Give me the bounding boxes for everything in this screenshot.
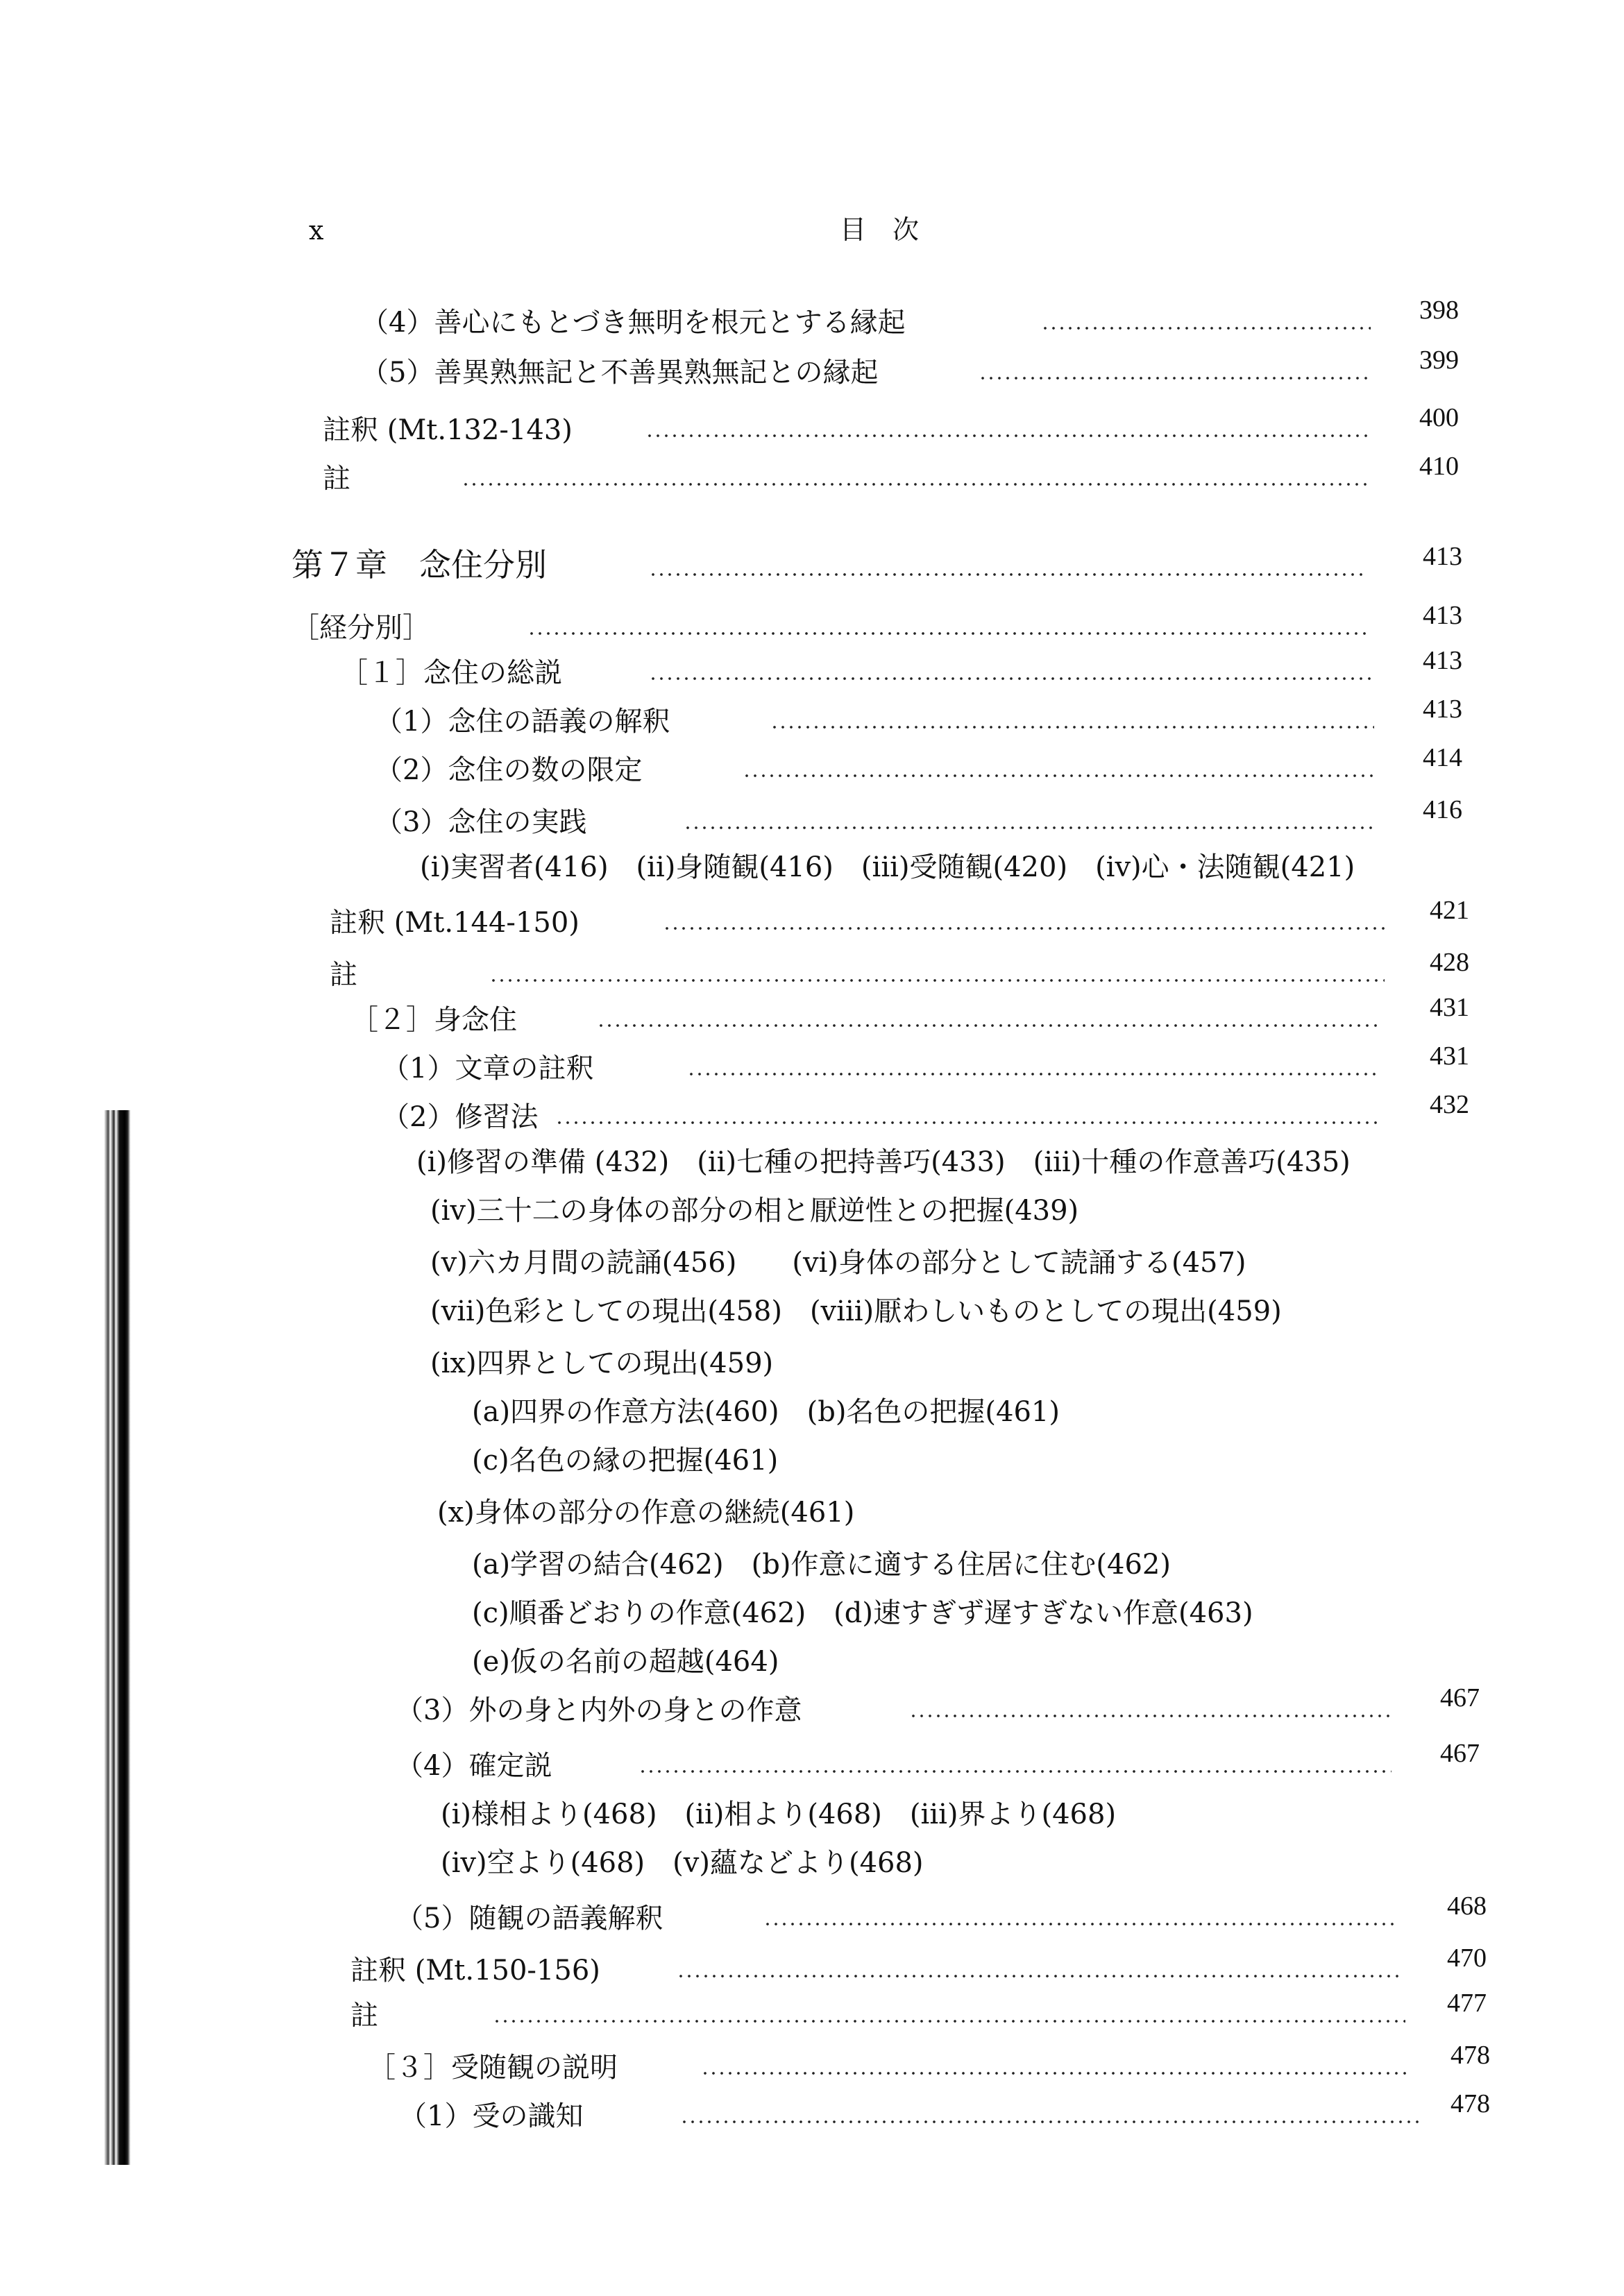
toc-entry — [0, 948, 1624, 992]
toc-entry-page: 478 — [1450, 2089, 1490, 2118]
dot-leader — [1041, 326, 1371, 330]
toc-entry-label: （1）文章の註釈 — [382, 1053, 594, 1085]
toc-entry-label: ［１］念住の総説 — [340, 657, 562, 689]
toc-entry-label: （5）善異熟無記と不善異熟無記との縁起 — [361, 357, 879, 389]
toc-entry-label: （4）確定説 — [396, 1750, 552, 1782]
toc-entry-page: 467 — [1440, 1739, 1480, 1768]
toc-entry-label: （2）念住の数の限定 — [375, 754, 643, 786]
toc-subentry-line: (ix)四界としての現出(459) — [430, 1347, 774, 1379]
toc-entry-label: （3）念住の実践 — [375, 806, 587, 838]
dot-leader — [770, 725, 1374, 729]
toc-entry — [0, 695, 1624, 739]
dot-leader — [763, 1922, 1398, 1926]
toc-entry-page: 431 — [1430, 1041, 1469, 1071]
toc-entry-label: 註釈 (Mt.150-156) — [350, 1955, 600, 1987]
toc-entry-page: 398 — [1419, 296, 1459, 325]
toc-entry-page: 470 — [1447, 1944, 1487, 1973]
toc-subentry-line: (iv)三十二の身体の部分の相と厭逆性との把握(439) — [430, 1195, 1079, 1227]
toc-entry — [0, 646, 1624, 690]
toc-entry — [0, 1090, 1624, 1134]
toc-entry-label: ［経分別］ — [291, 612, 430, 644]
toc-entry-page: 468 — [1447, 1891, 1487, 1921]
toc-entry — [0, 542, 1624, 586]
toc-subentry-line: (x)身体の部分の作意の継続(461) — [437, 1497, 855, 1529]
toc-entry — [0, 795, 1624, 840]
dot-leader — [649, 677, 1371, 681]
toc-entry-page: 413 — [1423, 542, 1462, 571]
toc-entry-page: 431 — [1430, 993, 1469, 1022]
page-number: x — [309, 215, 324, 246]
toc-subentry-line: (a)四界の作意方法(460) (b)名色の把握(461) — [472, 1396, 1060, 1428]
toc-entry-label: （5）随観の語義解釈 — [396, 1903, 663, 1934]
dot-leader — [677, 1974, 1402, 1978]
dot-leader — [663, 926, 1385, 930]
toc-entry-page: 421 — [1430, 896, 1469, 925]
dot-leader — [527, 631, 1371, 636]
toc-entry-page: 400 — [1419, 403, 1459, 432]
dot-leader — [701, 2071, 1409, 2075]
toc-entry-page: 410 — [1419, 452, 1459, 481]
toc-entry — [0, 346, 1624, 390]
toc-entry — [0, 601, 1624, 645]
toc-entry — [0, 452, 1624, 496]
toc-entry-label: 註釈 (Mt.132-143) — [323, 414, 573, 446]
toc-entry-label: （2）修習法 — [382, 1101, 539, 1133]
toc-entry-label: 註 — [350, 2000, 378, 2032]
toc-entry — [0, 1891, 1624, 1936]
toc-entry-label: 註 — [330, 959, 357, 991]
toc-entry-page: 413 — [1423, 646, 1462, 675]
toc-entry — [0, 1041, 1624, 1086]
toc-entry-page: 478 — [1450, 2041, 1490, 2070]
toc-subentry-line: (iv)空より(468) (v)蘊などより(468) — [441, 1847, 924, 1879]
dot-leader — [680, 2120, 1419, 2124]
toc-entry-page: 413 — [1423, 695, 1462, 724]
dot-leader — [489, 978, 1385, 983]
toc-subentry-line: (i)修習の準備 (432) (ii)七種の把持善巧(433) (iii)十種の作意善巧(435) — [416, 1146, 1351, 1178]
toc-entry-page: 416 — [1423, 795, 1462, 824]
toc-entry-label: 第７章 念住分別 — [291, 546, 547, 584]
toc-entry-label: （1）受の識知 — [399, 2100, 584, 2132]
toc-entry — [0, 1683, 1624, 1728]
toc-entry — [0, 2041, 1624, 2085]
dot-leader — [743, 774, 1374, 778]
toc-entry-label: ［２］身念住 — [350, 1004, 517, 1036]
toc-entry-page: 477 — [1447, 1989, 1487, 2018]
toc-subentry-line: (i)実習者(416) (ii)身随観(416) (iii)受随観(420) (iv)心・法随観(421) — [420, 851, 1355, 883]
toc-entry — [0, 993, 1624, 1037]
toc-entry — [0, 896, 1624, 940]
toc-subentry-line: (c)名色の縁の把握(461) — [472, 1445, 779, 1477]
dot-leader — [493, 2019, 1405, 2023]
toc-entry-page: 432 — [1430, 1090, 1469, 1119]
running-title: 目 次 — [840, 214, 920, 245]
toc-entry-page: 428 — [1430, 948, 1469, 977]
toc-entry-page: 399 — [1419, 346, 1459, 375]
toc-entry — [0, 1989, 1624, 2033]
toc-subentry-line: (e)仮の名前の超越(464) — [472, 1646, 779, 1678]
toc-entry-label: 註釈 (Mt.144-150) — [330, 907, 580, 939]
dot-leader — [597, 1023, 1381, 1028]
dot-leader — [462, 482, 1371, 486]
toc-entry — [0, 743, 1624, 788]
toc-subentry-line: (vii)色彩としての現出(458) (viii)厭わしいものとしての現出(459) — [430, 1295, 1282, 1327]
toc-entry-page: 467 — [1440, 1683, 1480, 1712]
dot-leader — [909, 1714, 1392, 1718]
toc-subentry-line: (a)学習の結合(462) (b)作意に適する住居に住む(462) — [472, 1549, 1171, 1581]
toc-entry-label: （4）善心にもとづき無明を根元とする縁起 — [361, 307, 906, 339]
toc-entry — [0, 1944, 1624, 1988]
toc-entry — [0, 2089, 1624, 2134]
toc-entry-label: （3）外の身と内外の身との作意 — [396, 1694, 802, 1726]
dot-leader — [979, 376, 1371, 380]
dot-leader — [687, 1072, 1381, 1076]
dot-leader — [649, 572, 1364, 577]
toc-subentry-line: (i)様相より(468) (ii)相より(468) (iii)界より(468) — [441, 1798, 1117, 1830]
toc-entry — [0, 296, 1624, 340]
toc-entry-label: （1）念住の語義の解釈 — [375, 706, 670, 738]
dot-leader — [555, 1121, 1381, 1125]
dot-leader — [645, 434, 1371, 438]
toc-entry-label: 註 — [323, 463, 350, 495]
toc-entry-page: 413 — [1423, 601, 1462, 630]
toc-entry-page: 414 — [1423, 743, 1462, 772]
dot-leader — [684, 826, 1374, 830]
toc-entry — [0, 403, 1624, 448]
toc-entry — [0, 1739, 1624, 1783]
toc-entry-label: ［３］受随観の説明 — [368, 2052, 618, 2084]
toc-subentry-line: (c)順番どおりの作意(462) (d)速すぎず遅すぎない作意(463) — [472, 1597, 1253, 1629]
toc-subentry-line: (v)六カ月間の読誦(456) (vi)身体の部分として読誦する(457) — [430, 1247, 1246, 1279]
dot-leader — [638, 1769, 1392, 1774]
